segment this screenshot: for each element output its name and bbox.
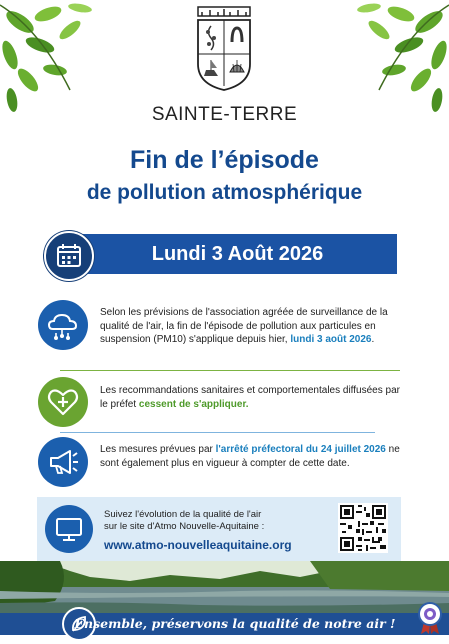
forecast-text-main: Selon les prévisions de l'association agréée de surveillance de la qualité de l'air, la fin de l'épisode de pollution aux particules en suspension (PM10) s'applique depuis hier, — [100, 307, 388, 345]
megaphone-icon — [38, 437, 88, 487]
award-ribbon-icon — [417, 602, 443, 635]
city-name: SAINTE-TERRE — [151, 104, 298, 125]
computer-badge — [45, 505, 93, 553]
forecast-text-end: . — [371, 334, 375, 345]
footer-slogan: Ensemble, préservons la qualité de notre air ! — [74, 616, 396, 631]
date-circle — [44, 231, 94, 281]
forecast-date-highlight: lundi 3 août 2026 — [290, 334, 372, 345]
health-highlight: cessent de s'appliquer. — [138, 398, 249, 410]
computer-monitor-icon — [45, 505, 93, 553]
cloud-network-icon — [38, 300, 88, 350]
divider — [60, 370, 400, 371]
measures-text-main: Les mesures prévues par — [100, 444, 216, 455]
qr-code-icon[interactable] — [338, 503, 388, 553]
calendar-icon — [46, 233, 92, 279]
landscape-photo — [0, 561, 449, 613]
health-text — [100, 384, 400, 411]
page-title-line2: de pollution atmosphérique — [86, 181, 363, 204]
leaves-left-decoration — [0, 0, 95, 115]
info-box-text — [104, 509, 264, 533]
measures-highlight: l'arrêté préfectoral du 24 juillet 2026 — [215, 444, 386, 455]
megaphone-badge — [38, 437, 88, 487]
forecast-text — [100, 306, 400, 347]
date-banner-text: Lundi 3 Août 2026 — [151, 243, 324, 265]
heart-plus-icon — [38, 377, 88, 427]
page-title-line1: Fin de l’épisode — [130, 146, 319, 174]
health-text-main: Les recommandations sanitaires et comportementales diffusées par le préfet — [100, 385, 400, 410]
measures-text-end: ne sont également plus en vigueur à compter de cette date. — [100, 444, 400, 469]
info-line1: Suivez l'évolution de la qualité de l'air — [104, 509, 262, 520]
measures-text — [100, 443, 400, 470]
divider — [60, 432, 375, 433]
heart-plus-badge — [38, 377, 88, 427]
website-link[interactable]: www.atmo-nouvelleaquitaine.org — [104, 538, 292, 552]
leaves-right-decoration — [354, 0, 449, 115]
cloud-network-badge — [38, 300, 88, 350]
coat-of-arms-icon — [192, 4, 256, 92]
info-line2: sur le site d'Atmo Nouvelle-Aquitaine : — [104, 521, 265, 532]
